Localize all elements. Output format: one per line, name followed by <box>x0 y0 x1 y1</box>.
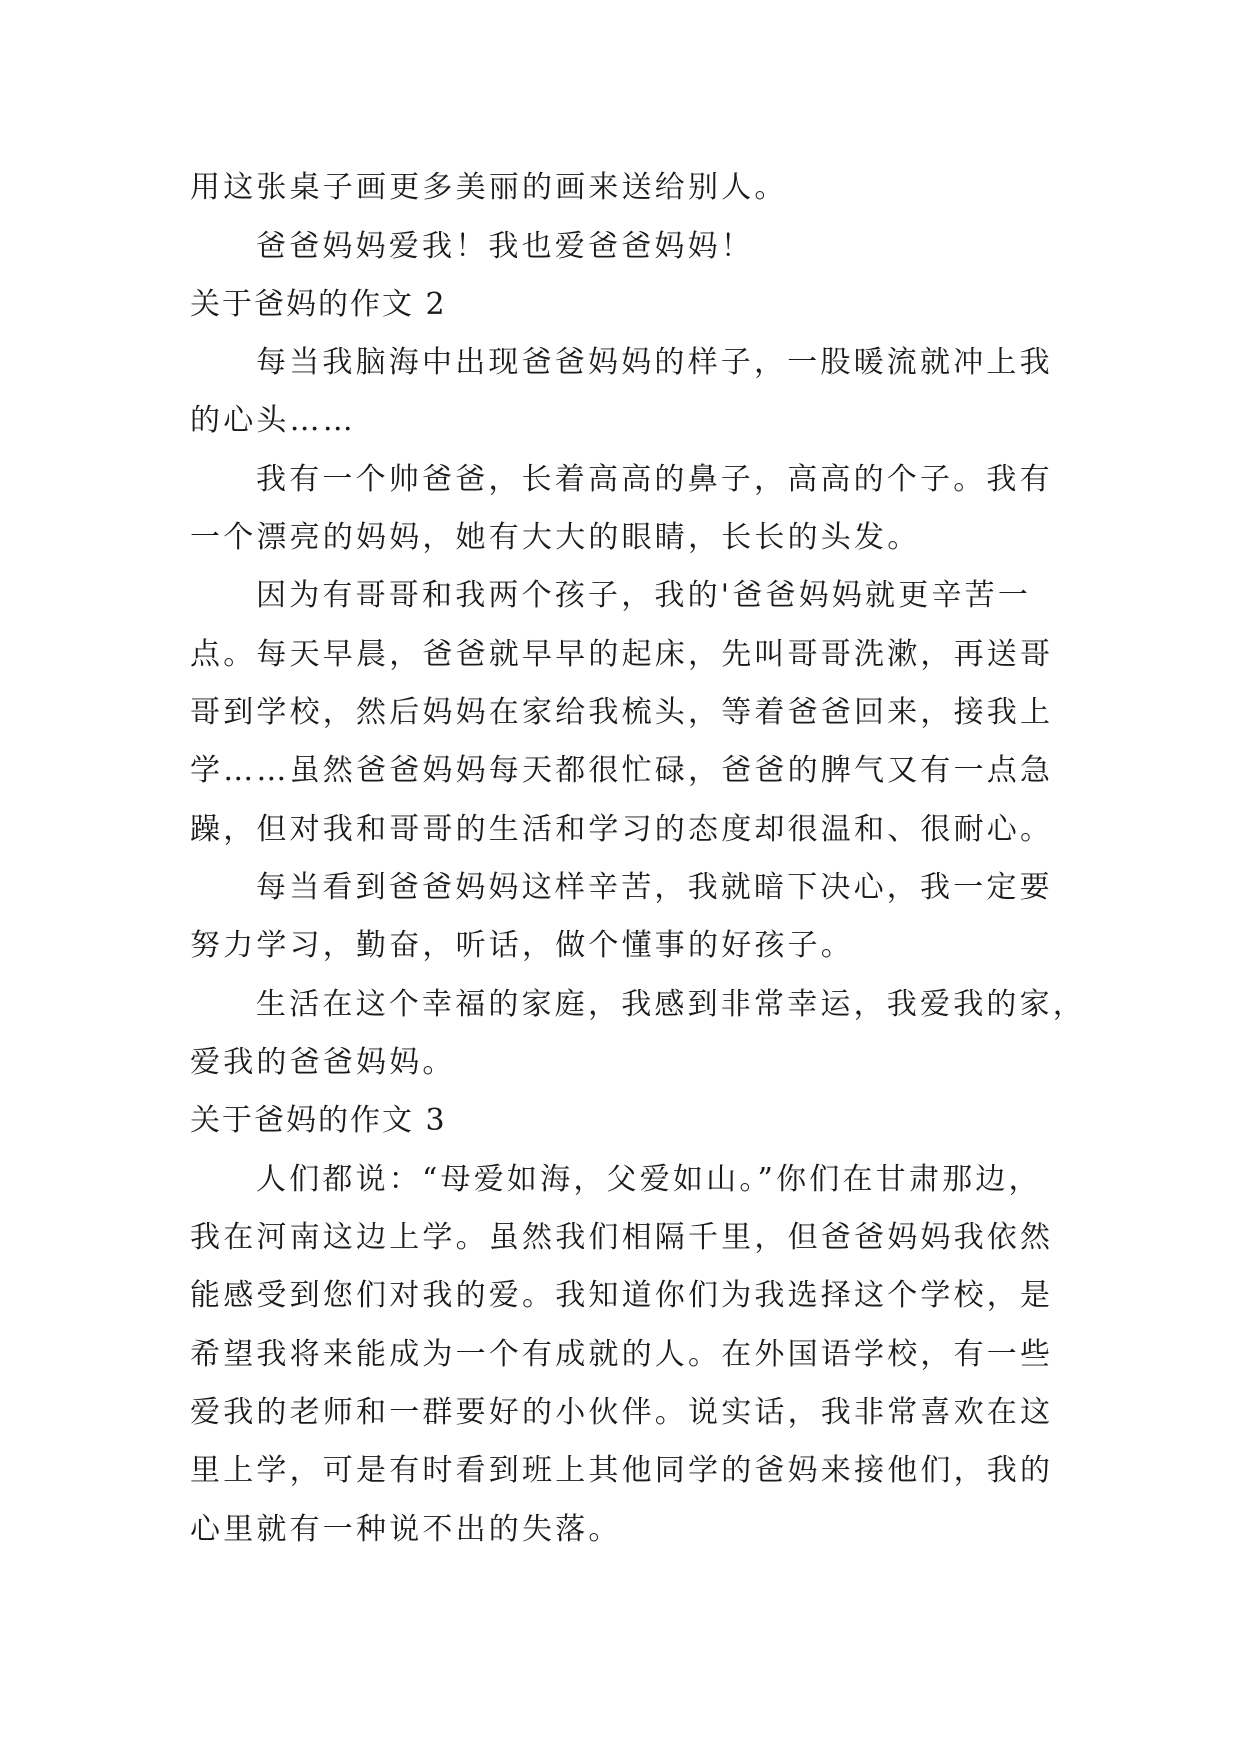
paragraph-line: 心里就有一种说不出的失落。 <box>190 1512 622 1547</box>
section-heading: 关于爸妈的作文 2 <box>190 287 447 322</box>
paragraph-line: 我在河南这边上学。虽然我们相隔千里，但爸爸妈妈我依然 <box>190 1220 1054 1255</box>
paragraph-line: 因为有哥哥和我两个孩子，我的'爸爸妈妈就更辛苦一 <box>256 578 1032 613</box>
paragraph-line: 学……虽然爸爸妈妈每天都很忙碌，爸爸的脾气又有一点急 <box>190 753 1054 788</box>
paragraph-line: 希望我将来能成为一个有成就的人。在外国语学校，有一些 <box>190 1337 1054 1372</box>
paragraph-line: 能感受到您们对我的爱。我知道你们为我选择这个学校，是 <box>190 1278 1054 1313</box>
paragraph-line: 哥到学校，然后妈妈在家给我梳头，等着爸爸回来，接我上 <box>190 695 1054 730</box>
paragraph-line: 每当我脑海中出现爸爸妈妈的样子，一股暖流就冲上我 <box>256 345 1053 380</box>
paragraph-line: 爱我的爸爸妈妈。 <box>190 1045 456 1080</box>
paragraph-line: 点。每天早晨，爸爸就早早的起床，先叫哥哥洗漱，再送哥 <box>190 637 1054 672</box>
paragraph-line: 躁，但对我和哥哥的生活和学习的态度却很温和、很耐心。 <box>190 812 1054 847</box>
paragraph-line: 用这张桌子画更多美丽的画来送给别人。 <box>190 170 788 205</box>
paragraph-line: 我有一个帅爸爸，长着高高的鼻子，高高的个子。我有 <box>256 462 1053 497</box>
paragraph-line: 努力学习，勤奋，听话，做个懂事的好孩子。 <box>190 928 854 963</box>
paragraph-line: 爱我的老师和一群要好的小伙伴。说实话，我非常喜欢在这 <box>190 1395 1054 1430</box>
paragraph-line: 一个漂亮的妈妈，她有大大的眼睛，长长的头发。 <box>190 520 921 555</box>
paragraph-line: 里上学，可是有时看到班上其他同学的爸妈来接他们，我的 <box>190 1453 1054 1488</box>
paragraph-line: 爸爸妈妈爱我！我也爱爸爸妈妈！ <box>256 229 754 264</box>
paragraph-line: 的心头…… <box>190 403 356 438</box>
paragraph-line: 人们都说：“母爱如海，父爱如山。”你们在甘肃那边， <box>256 1162 1042 1197</box>
paragraph-line: 每当看到爸爸妈妈这样辛苦，我就暗下决心，我一定要 <box>256 870 1053 905</box>
section-heading: 关于爸妈的作文 3 <box>190 1103 447 1138</box>
paragraph-line: 生活在这个幸福的家庭，我感到非常幸运，我爱我的家， <box>256 987 1086 1022</box>
